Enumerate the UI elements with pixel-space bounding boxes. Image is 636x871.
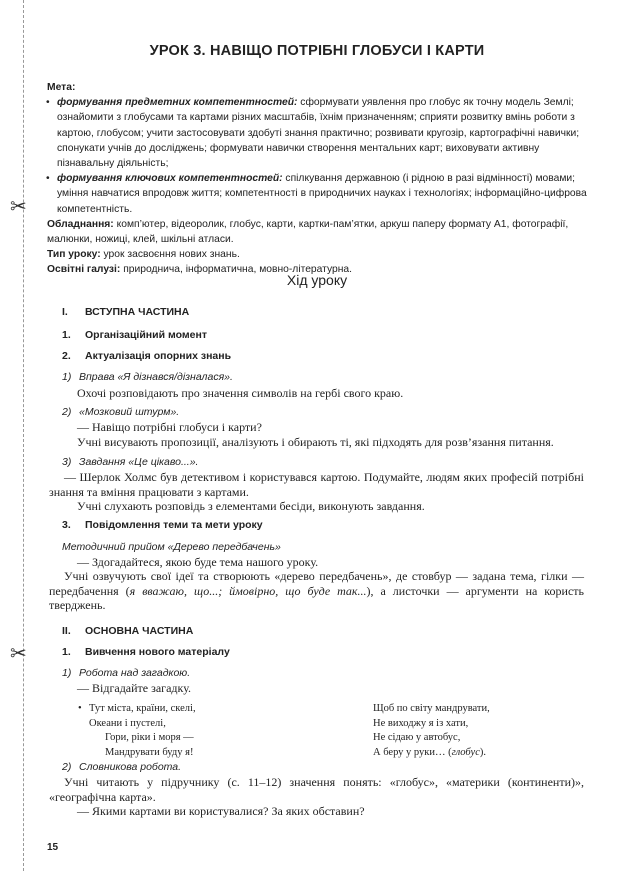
- paragraph: [49, 569, 584, 613]
- subsection-heading: [62, 519, 263, 531]
- subsection-heading: [62, 329, 207, 341]
- task-number: 1): [62, 371, 72, 383]
- goal-label: Мета:: [47, 82, 76, 93]
- task-number: 2): [62, 761, 72, 773]
- areas-text: природнича, інформатична, мовно-літературна.: [120, 264, 353, 276]
- scissors-icon: ✂: [10, 194, 27, 218]
- equipment-text: комп’ютер, відеоролик, глобус, карти, картки-пам’ятки, аркуш паперу формату А1, фотографії, малюнки, ножиці, клей, шкільні атласи.: [47, 218, 569, 246]
- goal-bullet-label: формування ключових компетентностей:: [57, 173, 283, 185]
- lesson-type-label: Тип уроку:: [47, 249, 101, 261]
- cut-line: [23, 0, 24, 871]
- subsection-number: 3.: [62, 519, 71, 531]
- page-number: 15: [47, 842, 59, 853]
- subsection-heading: [62, 646, 230, 658]
- paragraph: Учні читають у підручнику (с. 11–12) значення понять: «глобус», «материки (континенти)», «географічна карта».: [49, 775, 584, 804]
- task-number: 3): [62, 456, 72, 468]
- task-number: 1): [62, 667, 72, 679]
- paragraph: — Шерлок Холмс був детективом і користувався картою. Подумайте, людям яких професій потрібні знання та вміння працювати з картами.: [49, 470, 584, 499]
- goal-bullet-text: спілкування державною (і рідною в разі відмінності) мовами; уміння навчатися впродовж життя; компетентності в природничих науках і технологіях; інформаційно-цифрова компетентність.: [57, 173, 587, 215]
- riddle-line: Гори, ріки і моря —: [105, 732, 194, 743]
- paragraph: Учні висувають пропозиції, аналізують і обирають ті, які підходять для розв’язання питання.: [77, 435, 554, 449]
- task-heading: [62, 371, 233, 383]
- areas-label: Освітні галузі:: [47, 264, 121, 276]
- task-label: Завдання «Це цікаво...».: [79, 456, 199, 468]
- bullet-icon: •: [78, 703, 82, 714]
- task-heading: [62, 406, 179, 418]
- section-number: I.: [62, 306, 68, 318]
- section-label: ОСНОВНА ЧАСТИНА: [85, 625, 194, 637]
- paragraph-italic: я вважаю, що...; ймовірно, що буде так...: [129, 583, 367, 598]
- task-label: Вправа «Я дізнався/дізналася».: [79, 371, 233, 383]
- lesson-title: УРОК 3. НАВІЩО ПОТРІБНІ ГЛОБУСИ І КАРТИ: [149, 43, 485, 59]
- riddle-left: [78, 702, 196, 760]
- riddle-right: [373, 702, 490, 760]
- subsection-label: Організаційний момент: [85, 329, 207, 341]
- task-heading: [62, 761, 181, 773]
- goal-bullet-label: формування предметних компетентностей:: [57, 97, 298, 109]
- subsection-label: Актуалізація опорних знань: [85, 350, 232, 362]
- goal-bullet: [47, 171, 587, 217]
- paragraph: — Відгадайте загадку.: [77, 681, 191, 695]
- subsection-number: 1.: [62, 646, 71, 658]
- task-number: 2): [62, 406, 72, 418]
- goal-bullet: [47, 95, 587, 171]
- section-heading: [62, 306, 189, 318]
- riddle-line: А беру у руки… (глобус).: [373, 746, 487, 758]
- section-label: ВСТУПНА ЧАСТИНА: [85, 306, 190, 318]
- riddle-line: Щоб по світу мандрувати,: [373, 703, 490, 714]
- riddle-line: Не виходжу я із хати,: [373, 717, 469, 729]
- equipment-label: Обладнання:: [47, 218, 114, 230]
- subsection-label: Повідомлення теми та мети уроку: [85, 519, 263, 531]
- section-number: II.: [62, 625, 71, 637]
- task-label: Словникова робота.: [79, 761, 182, 773]
- task-label: Робота над загадкою.: [79, 667, 191, 679]
- riddle-line: Мандрувати буду я!: [105, 746, 194, 758]
- lesson-type-text: урок засвоєння нових знань.: [100, 249, 240, 261]
- riddle-answer: глобус: [451, 746, 480, 758]
- section-heading: [62, 625, 193, 637]
- lesson-flow-heading: Хід уроку: [286, 272, 348, 288]
- scissors-icon: ✂: [10, 641, 27, 665]
- subsection-number: 1.: [62, 329, 71, 341]
- lesson-meta: [47, 80, 587, 278]
- task-label: «Мозковий штурм».: [79, 406, 180, 418]
- subsection-label: Вивчення нового матеріалу: [85, 646, 230, 658]
- paragraph: — Навіщо потрібні глобуси і карти?: [77, 420, 262, 434]
- paragraph: — Якими картами ви користувалися? За яких обставин?: [77, 804, 365, 818]
- riddle-line: • Тут міста, країни, скелі,: [89, 702, 196, 717]
- subsection-heading: [62, 350, 231, 362]
- paragraph: Охочі розповідають про значення символів на гербі свого краю.: [77, 386, 404, 400]
- paragraph: — Здогадайтеся, якою буде тема нашого уроку.: [77, 555, 319, 569]
- goal-bullet-text: сформувати уявлення про глобус як точну модель Землі; ознайомити з глобусами та картами різних масштабів, їхнім призначенням; сприяти розвитку вмінь роботи з картою, глобусом; учити застосовувати здобуті знання практично; розвивати кругозір, картографічні навички; спонукати учнів до досліджень; формувати навички створення ментальних карт; виховувати активну пізнавальну діяльність;: [57, 97, 580, 170]
- riddle-line: Не сідаю у автобус,: [373, 732, 461, 743]
- subsection-number: 2.: [62, 350, 71, 362]
- task-heading: [62, 456, 198, 468]
- task-heading: [62, 667, 190, 679]
- paragraph-text: ), а листочки — аргументи на користь тверджень.: [49, 583, 584, 613]
- paragraph-text: Учні озвучують свої ідеї та створюють «дерево передбачень», де стовбур — задана тема, гілки — передбачення (: [49, 569, 584, 598]
- paragraph: Учні слухають розповідь з елементами бесіди, виконують завдання.: [77, 499, 425, 513]
- riddle-line: Океани і пустелі,: [89, 717, 166, 729]
- method-heading: Методичний прийом «Дерево передбачень»: [62, 541, 281, 553]
